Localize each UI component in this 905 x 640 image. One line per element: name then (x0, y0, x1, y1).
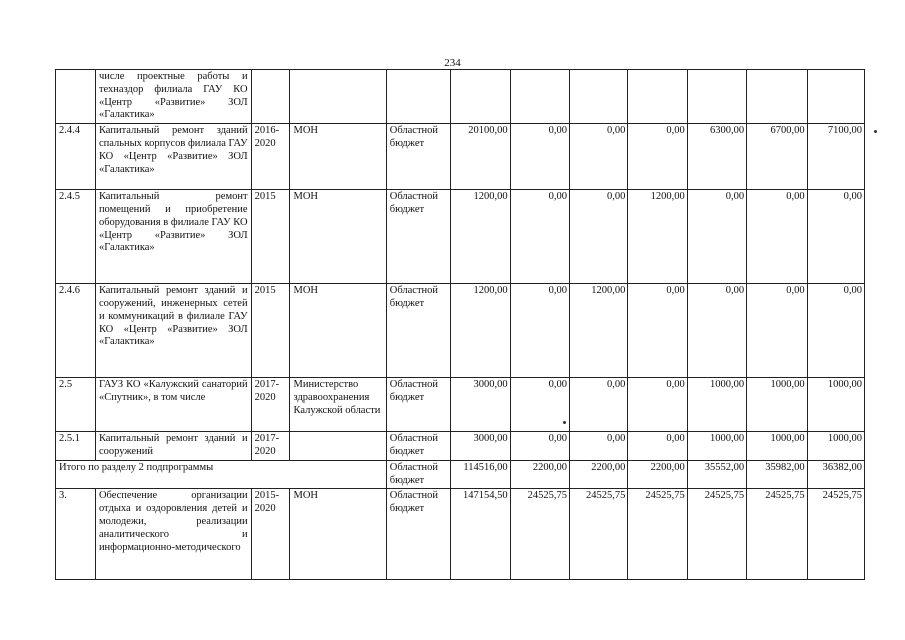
row-value: 0,00 (628, 378, 687, 432)
row-years: 2016-2020 (251, 124, 290, 190)
total-value: 2200,00 (510, 460, 569, 489)
row-name: Капитальный ремонт зданий и сооружений, инженерных сетей и коммуникаций в филиале ГАУ КО «Центр «Развитие» ЗОЛ «Галактика» (95, 284, 251, 378)
row-value: 24525,75 (570, 489, 628, 580)
row-value (628, 70, 687, 124)
row-value: 0,00 (570, 432, 628, 461)
row-value: 0,00 (570, 124, 628, 190)
row-value: 24525,75 (747, 489, 807, 580)
row-code: 2.4.6 (56, 284, 96, 378)
total-value: 35982,00 (747, 460, 807, 489)
row-executor (290, 70, 386, 124)
stray-dot (563, 421, 566, 424)
row-years (251, 70, 290, 124)
table-row (56, 124, 865, 190)
row-code (56, 70, 96, 124)
row-years: 2017-2020 (251, 378, 290, 432)
row-value: 0,00 (570, 378, 628, 432)
total-value: 36382,00 (807, 460, 864, 489)
table-row (56, 432, 865, 461)
row-code: 2.4.5 (56, 190, 96, 284)
row-value (451, 70, 510, 124)
row-value: 1200,00 (570, 284, 628, 378)
row-value: 0,00 (628, 124, 687, 190)
total-value: 35552,00 (687, 460, 746, 489)
row-value: 0,00 (510, 190, 569, 284)
row-value: 6300,00 (687, 124, 746, 190)
row-value: 0,00 (807, 190, 864, 284)
row-executor: МОН (290, 284, 386, 378)
table-row (56, 190, 865, 284)
row-executor: МОН (290, 190, 386, 284)
row-value: 1000,00 (807, 378, 864, 432)
row-value: 0,00 (687, 190, 746, 284)
row-code: 2.5 (56, 378, 96, 432)
row-name: ГАУЗ КО «Калужский санаторий «Спутник», в том числе (95, 378, 251, 432)
table-row (56, 378, 865, 432)
row-value (747, 70, 807, 124)
row-executor: МОН (290, 489, 386, 580)
row-value: 1000,00 (807, 432, 864, 461)
row-value: 6700,00 (747, 124, 807, 190)
page-number: 234 (444, 57, 461, 69)
total-label: Итого по разделу 2 подпрограммы (56, 460, 387, 489)
row-value: 3000,00 (451, 432, 510, 461)
row-name: Капитальный ремонт помещений и приобретение оборудования в филиале ГАУ КО «Центр «Развитие» ЗОЛ «Галактика» (95, 190, 251, 284)
row-value: 0,00 (747, 190, 807, 284)
row-source: Областной бюджет (386, 378, 451, 432)
row-source: Областной бюджет (386, 284, 451, 378)
row-value: 24525,75 (687, 489, 746, 580)
row-executor: Министерство здравоохранения Калужской области (290, 378, 386, 432)
row-value: 7100,00 (807, 124, 864, 190)
row-name: Обеспечение организации отдыха и оздоровления детей и молодежи, реализации аналитического и информационно-методического (95, 489, 251, 580)
row-value: 24525,75 (510, 489, 569, 580)
row-code: 2.4.4 (56, 124, 96, 190)
row-value: 24525,75 (628, 489, 687, 580)
row-years: 2015 (251, 190, 290, 284)
row-value: 0,00 (687, 284, 746, 378)
row-value (510, 70, 569, 124)
row-value: 24525,75 (807, 489, 864, 580)
table-row (56, 70, 865, 124)
row-value: 1200,00 (628, 190, 687, 284)
row-value: 147154,50 (451, 489, 510, 580)
row-value: 1200,00 (451, 190, 510, 284)
row-value: 0,00 (807, 284, 864, 378)
budget-table (55, 69, 865, 580)
row-executor: МОН (290, 124, 386, 190)
total-value: 2200,00 (628, 460, 687, 489)
row-value: 1000,00 (747, 378, 807, 432)
row-code: 3. (56, 489, 96, 580)
row-source: Областной бюджет (386, 124, 451, 190)
row-source: Областной бюджет (386, 190, 451, 284)
row-years: 2015 (251, 284, 290, 378)
row-value: 0,00 (510, 378, 569, 432)
row-source: Областной бюджет (386, 489, 451, 580)
row-name: Капитальный ремонт зданий и сооружений (95, 432, 251, 461)
row-value: 0,00 (570, 190, 628, 284)
total-row (56, 460, 865, 489)
row-value: 1000,00 (687, 432, 746, 461)
row-years: 2015-2020 (251, 489, 290, 580)
row-value: 0,00 (628, 432, 687, 461)
row-value: 0,00 (510, 124, 569, 190)
table-row (56, 284, 865, 378)
row-value: 20100,00 (451, 124, 510, 190)
row-name: числе проектные работы и техназдор филиала ГАУ КО «Центр «Развитие» ЗОЛ «Галактика» (95, 70, 251, 124)
row-value: 1000,00 (687, 378, 746, 432)
row-years: 2017-2020 (251, 432, 290, 461)
row-value (807, 70, 864, 124)
row-code: 2.5.1 (56, 432, 96, 461)
row-name: Капитальный ремонт зданий спальных корпусов филиала ГАУ КО «Центр «Развитие» ЗОЛ «Галактика» (95, 124, 251, 190)
row-source (386, 70, 451, 124)
row-source: Областной бюджет (386, 432, 451, 461)
row-value: 1200,00 (451, 284, 510, 378)
row-value: 0,00 (510, 432, 569, 461)
row-value: 0,00 (628, 284, 687, 378)
stray-dot (874, 130, 877, 133)
row-value (570, 70, 628, 124)
row-value: 1000,00 (747, 432, 807, 461)
total-source: Областной бюджет (386, 460, 451, 489)
total-value: 2200,00 (570, 460, 628, 489)
row-value: 0,00 (747, 284, 807, 378)
row-value: 3000,00 (451, 378, 510, 432)
row-value (687, 70, 746, 124)
total-value: 114516,00 (451, 460, 510, 489)
table-row (56, 489, 865, 580)
row-value: 0,00 (510, 284, 569, 378)
row-executor (290, 432, 386, 461)
